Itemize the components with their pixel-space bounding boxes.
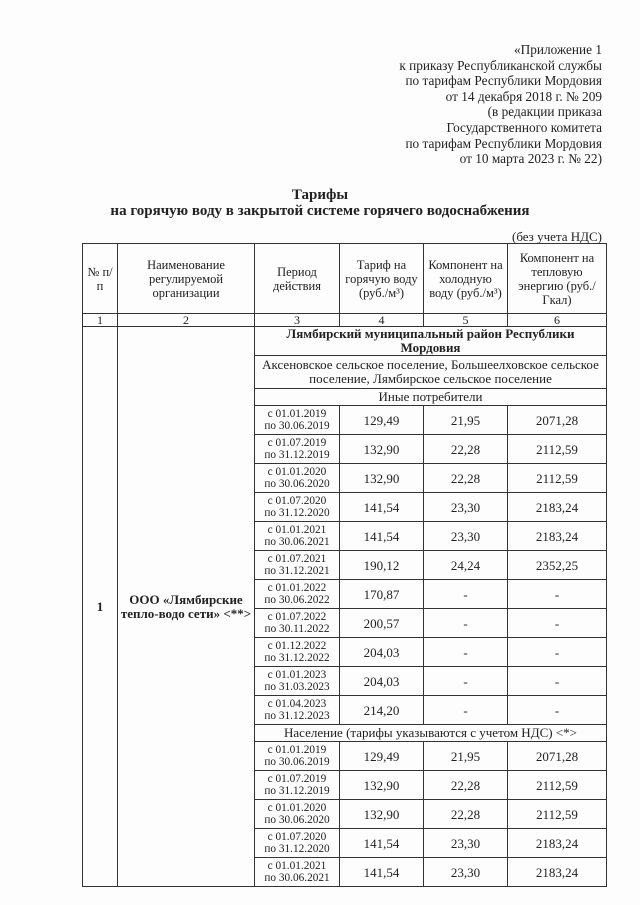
col-number: 6 xyxy=(508,314,607,327)
heat-value: 2071,28 xyxy=(508,742,607,771)
period-cell xyxy=(255,464,340,493)
cold-value: - xyxy=(424,609,508,638)
cold-value: 23,30 xyxy=(424,493,508,522)
appendix-line: Государственного комитета xyxy=(446,119,602,135)
header-tariff: Тариф на горячую воду (руб./м³) xyxy=(340,244,424,314)
heat-value: 2183,24 xyxy=(508,522,607,551)
period-cell xyxy=(255,696,340,725)
period-cell xyxy=(255,858,340,887)
region-row xyxy=(83,327,607,356)
appendix-line: (в редакции приказа xyxy=(487,104,602,120)
tariff-value: 141,54 xyxy=(340,493,424,522)
period-cell xyxy=(255,771,340,800)
period-to: по 31.03.2023 xyxy=(264,681,330,693)
period-to: по 31.12.2023 xyxy=(264,710,330,722)
period-from: с 01.01.2020 xyxy=(267,465,327,478)
period-from: с 01.04.2023 xyxy=(267,697,327,710)
appendix-line: по тарифам Республики Мордовия xyxy=(405,73,602,89)
period-from: с 01.07.2019 xyxy=(267,436,327,449)
cold-value: - xyxy=(424,638,508,667)
tariff-table xyxy=(82,243,607,887)
cold-value: 22,28 xyxy=(424,771,508,800)
cold-value: 23,30 xyxy=(424,858,508,887)
tariff-value: 204,03 xyxy=(340,667,424,696)
period-to: по 30.06.2020 xyxy=(264,478,330,490)
period-cell xyxy=(255,406,340,435)
header-org: Наименование регулируемой организации xyxy=(118,244,255,314)
header-period: Период действия xyxy=(255,244,340,314)
period-to: по 31.12.2022 xyxy=(264,652,330,664)
period-from: с 01.07.2022 xyxy=(267,610,327,623)
tariff-value: 132,90 xyxy=(340,771,424,800)
period-from: с 01.01.2019 xyxy=(267,743,327,756)
period-from: с 01.07.2021 xyxy=(267,552,327,565)
cold-value: 22,28 xyxy=(424,464,508,493)
period-to: по 31.12.2020 xyxy=(264,843,330,855)
document-title: Тарифы xyxy=(291,187,349,203)
organization-name: ООО «Лямбирские тепло-водо сети» <**> xyxy=(118,327,255,887)
period-cell xyxy=(255,800,340,829)
appendix-line: от 10 марта 2023 г. № 22) xyxy=(459,151,602,167)
period-to: по 31.12.2019 xyxy=(264,785,330,797)
period-from: с 01.01.2019 xyxy=(267,407,327,420)
tariff-value: 190,12 xyxy=(340,551,424,580)
period-cell xyxy=(255,609,340,638)
cold-value: 22,28 xyxy=(424,800,508,829)
period-to: по 31.12.2020 xyxy=(264,507,330,519)
tariff-value: 141,54 xyxy=(340,858,424,887)
heat-value: - xyxy=(508,696,607,725)
period-to: по 30.11.2022 xyxy=(264,623,330,635)
period-cell xyxy=(255,829,340,858)
period-from: с 01.01.2023 xyxy=(267,668,327,681)
group-other-label: Иные потребители xyxy=(255,389,607,406)
heat-value: - xyxy=(508,580,607,609)
period-to: по 31.12.2019 xyxy=(264,449,330,461)
settlements-name: Аксеновское сельское поселение, Большеелховское сельское поселение, Лямбирское сельское поселение xyxy=(255,356,607,389)
tariff-value: 129,49 xyxy=(340,406,424,435)
region-name: Лямбирский муниципальный район Республики Мордовия xyxy=(255,327,607,356)
cold-value: - xyxy=(424,580,508,609)
heat-value: - xyxy=(508,638,607,667)
period-from: с 01.01.2020 xyxy=(267,801,327,814)
tariff-value: 129,49 xyxy=(340,742,424,771)
tariff-value: 132,90 xyxy=(340,464,424,493)
group-population-label: Население (тарифы указываются с учетом НДС) <*> xyxy=(255,725,607,742)
heat-value: 2112,59 xyxy=(508,771,607,800)
period-cell xyxy=(255,493,340,522)
col-number: 5 xyxy=(424,314,508,327)
heat-value: - xyxy=(508,609,607,638)
col-number: 2 xyxy=(118,314,255,327)
col-number: 3 xyxy=(255,314,340,327)
period-from: с 01.01.2021 xyxy=(267,859,327,872)
appendix-line: от 14 декабря 2018 г. № 209 xyxy=(445,88,602,104)
tariff-value: 214,20 xyxy=(340,696,424,725)
period-to: по 30.06.2020 xyxy=(264,814,330,826)
period-cell xyxy=(255,551,340,580)
appendix-block xyxy=(342,42,602,167)
period-to: по 30.06.2022 xyxy=(264,594,330,606)
tariff-value: 132,90 xyxy=(340,800,424,829)
vat-note: (без учета НДС) xyxy=(511,229,602,244)
heat-value: 2112,59 xyxy=(508,464,607,493)
heat-value: 2112,59 xyxy=(508,800,607,829)
appendix-line: по тарифам Республики Мордовия xyxy=(405,135,602,151)
tariff-value: 200,57 xyxy=(340,609,424,638)
period-from: с 01.07.2020 xyxy=(267,830,327,843)
heat-value: 2112,59 xyxy=(508,435,607,464)
period-cell xyxy=(255,435,340,464)
appendix-line: к приказу Республиканской службы xyxy=(399,57,602,73)
tariff-value: 170,87 xyxy=(340,580,424,609)
cold-value: - xyxy=(424,667,508,696)
period-from: с 01.01.2022 xyxy=(267,581,327,594)
period-from: с 01.12.2022 xyxy=(267,639,327,652)
tariff-value: 132,90 xyxy=(340,435,424,464)
appendix-line: «Приложение 1 xyxy=(514,42,602,57)
cold-value: 21,95 xyxy=(424,406,508,435)
period-from: с 01.01.2021 xyxy=(267,523,327,536)
cold-value: 23,30 xyxy=(424,522,508,551)
document-subtitle: на горячую воду в закрытой системе горячего водоснабжения xyxy=(110,203,530,219)
heat-value: 2183,24 xyxy=(508,829,607,858)
header-row xyxy=(83,244,607,314)
period-cell xyxy=(255,580,340,609)
period-cell xyxy=(255,522,340,551)
header-num: № п/п xyxy=(83,244,118,314)
period-to: по 30.06.2019 xyxy=(264,756,330,768)
period-cell xyxy=(255,742,340,771)
period-to: по 30.06.2019 xyxy=(264,420,330,432)
column-number-row xyxy=(83,314,607,327)
cold-value: 23,30 xyxy=(424,829,508,858)
period-to: по 31.12.2021 xyxy=(264,565,330,577)
header-heat: Компонент на тепловую энергию (руб./Гкал) xyxy=(508,244,607,314)
heat-value: 2071,28 xyxy=(508,406,607,435)
period-from: с 01.07.2020 xyxy=(267,494,327,507)
col-number: 4 xyxy=(340,314,424,327)
cold-value: 22,28 xyxy=(424,435,508,464)
cold-value: 24,24 xyxy=(424,551,508,580)
col-number: 1 xyxy=(83,314,118,327)
tariff-value: 204,03 xyxy=(340,638,424,667)
heat-value: 2352,25 xyxy=(508,551,607,580)
period-cell xyxy=(255,638,340,667)
cold-value: - xyxy=(424,696,508,725)
tariff-value: 141,54 xyxy=(340,829,424,858)
period-to: по 30.06.2021 xyxy=(264,872,330,884)
period-to: по 30.06.2021 xyxy=(264,536,330,548)
header-cold: Компонент на холодную воду (руб./м³) xyxy=(424,244,508,314)
heat-value: - xyxy=(508,667,607,696)
heat-value: 2183,24 xyxy=(508,493,607,522)
heat-value: 2183,24 xyxy=(508,858,607,887)
row-number: 1 xyxy=(83,327,118,887)
period-from: с 01.07.2019 xyxy=(267,772,327,785)
tariff-value: 141,54 xyxy=(340,522,424,551)
cold-value: 21,95 xyxy=(424,742,508,771)
period-cell xyxy=(255,667,340,696)
